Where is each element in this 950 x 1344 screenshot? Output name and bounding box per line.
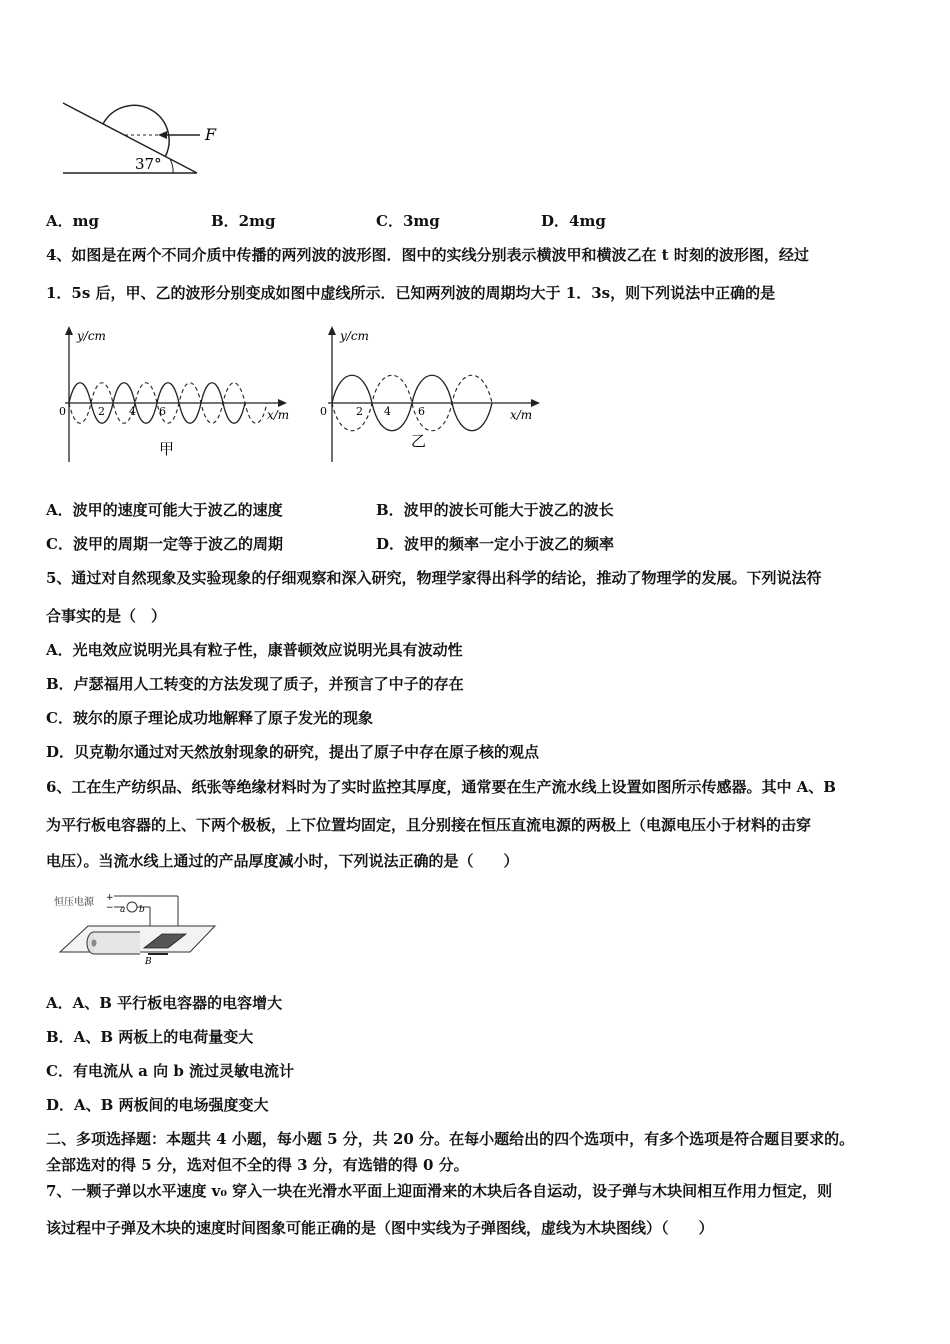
yi-tick-4: 4 <box>384 405 391 418</box>
section2-scoring: 全部选对的得 5 分，选对但不全的得 3 分，有选错的得 0 分。 <box>46 1156 469 1174</box>
jia-origin: 0 <box>59 405 66 418</box>
q4-option-b[interactable]: B．波甲的波长可能大于波乙的波长 <box>376 501 614 519</box>
angle-label: 37° <box>135 155 162 173</box>
q5-option-b[interactable]: B．卢瑟福用人工转变的方法发现了质子，并预言了中子的存在 <box>46 675 464 693</box>
semicircle-body <box>103 105 169 157</box>
q6-stem-line3: 电压）。当流水线上通过的产品厚度减小时，下列说法正确的是（ ） <box>46 852 519 870</box>
force-arrowhead <box>158 131 167 139</box>
q3-option-b[interactable]: B．2mg <box>211 212 276 230</box>
yi-y-label: y/cm <box>340 329 369 343</box>
incline-figure <box>55 95 235 180</box>
jia-tick-6: 6 <box>159 405 166 418</box>
q3-option-c[interactable]: C．3mg <box>376 212 440 230</box>
q7-stem-line1: 7、一颗子弹以水平速度 v₀ 穿入一块在光滑水平面上迎面滑来的木块后各自运动，设子弹与木块间相互作用力恒定，则 <box>46 1182 833 1200</box>
q3-option-d[interactable]: D．4mg <box>541 212 606 230</box>
jia-caption: 甲 <box>159 440 175 458</box>
galvanometer <box>127 902 137 912</box>
q4-stem-line1: 4、如图是在两个不同介质中传播的两列波的波形图．图中的实线分别表示横波甲和横波乙在 t 时刻的波形图，经过 <box>46 246 809 264</box>
yi-x-arrow <box>531 399 540 407</box>
yi-caption: 乙 <box>411 432 427 450</box>
yi-origin: 0 <box>320 405 327 418</box>
jia-y-arrow <box>65 326 73 335</box>
q7-stem-line2: 该过程中子弹及木块的速度时间图象可能正确的是（图中实线为子弹图线，虚线为木块图线）（ ） <box>46 1219 714 1237</box>
q6-option-c[interactable]: C．有电流从 a 向 b 流过灵敏电流计 <box>46 1062 295 1080</box>
sensor-figure <box>50 888 220 968</box>
plus-sign: + <box>106 893 114 903</box>
wave-graph-jia <box>55 322 305 467</box>
q6-stem-line2: 为平行板电容器的上、下两个极板，上下位置均固定，且分别接在恒压直流电源的两极上（电源电压小于材料的击穿 <box>46 816 812 834</box>
plate-b-label: B <box>145 957 152 967</box>
wave-graph-yi <box>318 322 548 467</box>
yi-y-arrow <box>328 326 336 335</box>
q4-option-a[interactable]: A．波甲的速度可能大于波乙的速度 <box>46 501 283 519</box>
q4-option-c[interactable]: C．波甲的周期一定等于波乙的周期 <box>46 535 283 553</box>
q5-stem-line1: 5、通过对自然现象及实验现象的仔细观察和深入研究，物理学家得出科学的结论，推动了物理学的发展。下列说法符 <box>46 569 822 587</box>
force-label: F <box>205 125 217 144</box>
terminal-a: a <box>120 905 126 915</box>
q5-option-d[interactable]: D．贝克勒尔通过对天然放射现象的研究，提出了原子中存在原子核的观点 <box>46 743 540 761</box>
q5-option-c[interactable]: C．玻尔的原子理论成功地解释了原子发光的现象 <box>46 709 373 727</box>
jia-tick-4: 4 <box>129 405 136 418</box>
q6-stem-line1: 6、工在生产纺织品、纸张等绝缘材料时为了实时监控其厚度，通常要在生产流水线上设置如图所示传感器。其中 A、B <box>46 778 836 796</box>
yi-x-label: x/m <box>510 408 533 422</box>
jia-x-label: x/m <box>267 408 290 422</box>
section2-heading: 二、多项选择题：本题共 4 小题，每小题 5 分，共 20 分。在每小题给出的四个选项中，有多个选项是符合题目要求的。 <box>46 1130 855 1148</box>
incline-surface <box>63 103 197 173</box>
power-source-label: 恒压电源 <box>54 897 94 908</box>
q4-option-d[interactable]: D．波甲的频率一定小于波乙的频率 <box>376 535 615 553</box>
roller-body <box>94 932 140 954</box>
jia-x-arrow <box>278 399 287 407</box>
q5-stem-line2: 合事实的是（ ） <box>46 607 167 625</box>
terminal-b: b <box>139 905 145 915</box>
q4-stem-line2: 1．5s 后，甲、乙的波形分别变成如图中虚线所示．已知两列波的周期均大于 1．3s，则下列说法中正确的是 <box>46 284 776 302</box>
q5-option-a[interactable]: A．光电效应说明光具有粒子性，康普顿效应说明光具有波动性 <box>46 641 463 659</box>
roller-hole <box>92 940 97 947</box>
minus-sign: − <box>106 903 114 913</box>
q6-option-a[interactable]: A．A、B 平行板电容器的电容增大 <box>46 994 283 1012</box>
jia-y-label: y/cm <box>77 329 106 343</box>
jia-tick-2: 2 <box>98 405 105 418</box>
q6-option-b[interactable]: B．A、B 两板上的电荷量变大 <box>46 1028 254 1046</box>
yi-tick-6: 6 <box>418 405 425 418</box>
q3-option-a[interactable]: A．mg <box>46 212 99 230</box>
yi-tick-2: 2 <box>356 405 363 418</box>
q6-option-d[interactable]: D．A、B 两板间的电场强度变大 <box>46 1096 269 1114</box>
